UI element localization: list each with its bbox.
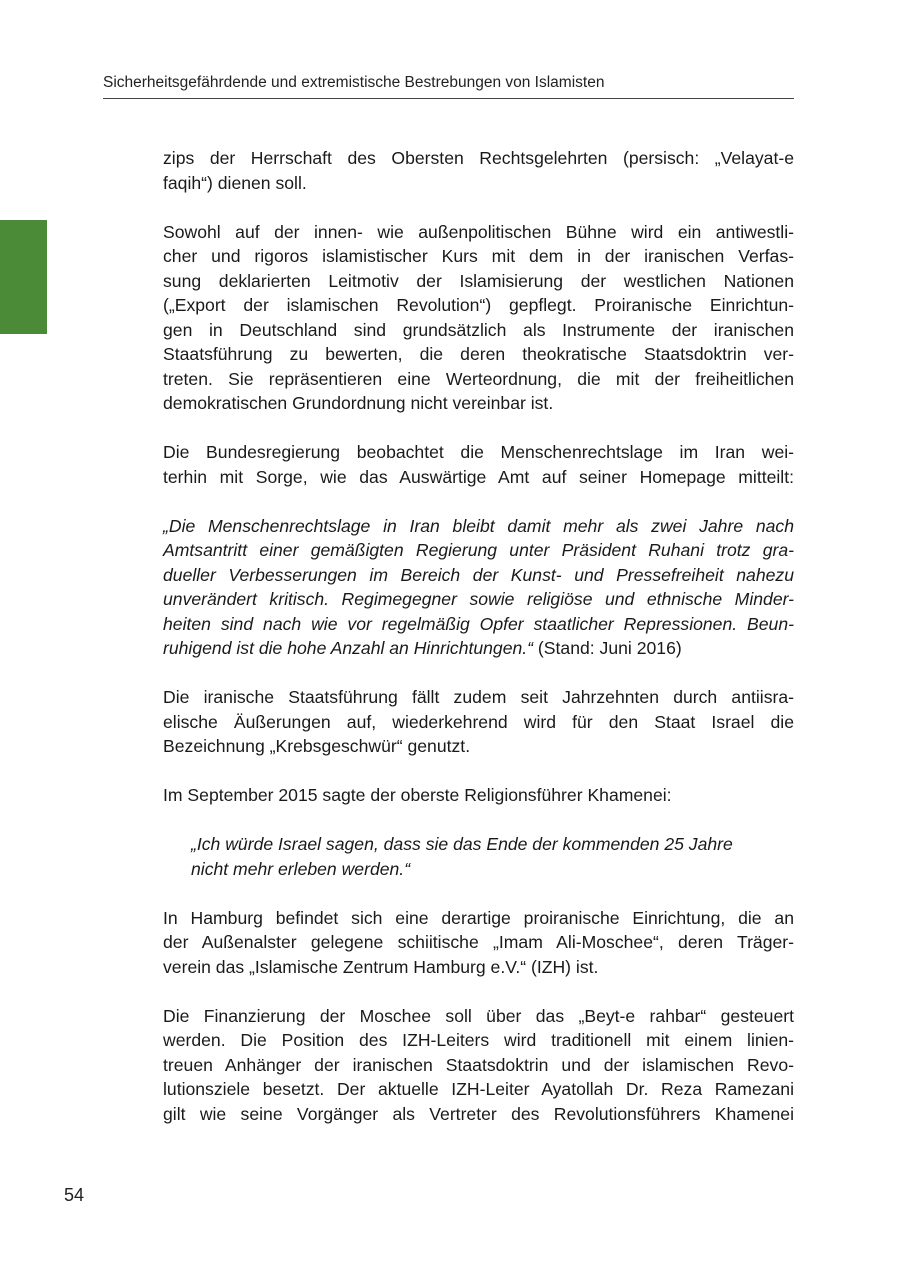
text-line: („Export der islamischen Revolution“) gepflegt. Proiranische Einrichtun- [163, 295, 794, 315]
paragraph-5 [163, 783, 794, 808]
text-line: Sowohl auf der innen- wie außenpolitischen Bühne wird ein antiwestli- [163, 221, 794, 242]
quote-line: dueller Verbesserungen im Bereich der Kunst- und Pressefreiheit nahezu [163, 564, 794, 585]
quoted-statement [163, 514, 794, 661]
quote-source: (Stand: Juni 2016) [533, 638, 682, 658]
text-line: treten. Sie repräsentieren eine Werteordnung, die mit der freiheitlichen [163, 368, 794, 389]
quote-line: ruhigend ist die hohe Anzahl an Hinrichtungen.“ [163, 638, 534, 658]
text-line: Die iranische Staatsführung fällt zudem seit Jahrzehnten durch antiisra- [163, 687, 794, 707]
text-line: Staatsführung zu bewerten, die deren theokratische Staatsdoktrin ver- [163, 344, 794, 364]
text-line: Die Finanzierung der Moschee soll über das „Beyt-e rahbar“ gesteuert [163, 1005, 794, 1026]
quote-line: unverändert kritisch. Regimegegner sowie religiöse und ethnische Minder- [163, 589, 794, 609]
text-line: der Außenalster gelegene schiitische „Imam Ali-Moschee“, deren Träger- [163, 932, 794, 952]
text-line: Die Bundesregierung beobachtet die Menschenrechtslage im Iran wei- [163, 442, 794, 462]
paragraph-1 [163, 146, 794, 195]
paragraph-2 [163, 220, 794, 416]
block-quote [191, 832, 766, 881]
paragraph-3 [163, 440, 794, 489]
text-line: terhin mit Sorge, wie das Auswärtige Amt auf seiner Homepage mitteilt: [163, 466, 794, 487]
quote-line-with-source [163, 636, 794, 661]
text-line: sung deklarierten Leitmotiv der Islamisierung der westlichen Nationen [163, 270, 794, 291]
text-line: In Hamburg befindet sich eine derartige proiranische Einrichtung, die an [163, 907, 794, 928]
page-number: 54 [64, 1185, 85, 1205]
text-line: treuen Anhänger der iranischen Staatsdoktrin und der islamischen Revo- [163, 1054, 794, 1075]
paragraph-7 [163, 1004, 794, 1127]
text-line: zips der Herrschaft des Obersten Rechtsgelehrten (persisch: „Velayat-e [163, 148, 794, 168]
chapter-side-tab [0, 220, 47, 334]
text-line: demokratischen Grundordnung nicht vereinbar ist. [163, 393, 554, 413]
paragraph-4 [163, 685, 794, 759]
quote-line: nicht mehr erleben werden.“ [191, 858, 411, 879]
header-rule [103, 98, 794, 99]
paragraph-6 [163, 906, 794, 980]
text-line: Bezeichnung „Krebsgeschwür“ genutzt. [163, 736, 471, 756]
running-header: Sicherheitsgefährdende und extremistische Bestrebungen von Islamisten [103, 74, 605, 91]
quote-line: „Ich würde Israel sagen, dass sie das Ende der kommenden 25 Jahre [191, 834, 733, 854]
text-line: faqih“) dienen soll. [163, 172, 307, 193]
text-line: gen in Deutschland sind grundsätzlich als Instrumente der iranischen [163, 319, 794, 340]
text-line: verein das „Islamische Zentrum Hamburg e.V.“ (IZH) ist. [163, 956, 599, 977]
quote-line: heiten sind nach wie vor regelmäßig Opfer staatlicher Repressionen. Beun- [163, 613, 794, 634]
quote-line: Amtsantritt einer gemäßigten Regierung unter Präsident Ruhani trotz gra- [163, 540, 794, 560]
text-line: cher und rigoros islamistischer Kurs mit dem in der iranischen Verfas- [163, 246, 794, 266]
text-line: gilt wie seine Vorgänger als Vertreter des Revolutionsführers Khamenei [163, 1103, 794, 1124]
text-line: lutionsziele besetzt. Der aktuelle IZH-Leiter Ayatollah Dr. Reza Ramezani [163, 1079, 794, 1099]
text-line: werden. Die Position des IZH-Leiters wird traditionell mit einem linien- [163, 1030, 794, 1050]
quote-line: „Die Menschenrechtslage in Iran bleibt damit mehr als zwei Jahre nach [163, 515, 794, 536]
text-line: Im September 2015 sagte der oberste Religionsführer Khamenei: [163, 785, 672, 805]
body-text [163, 146, 794, 1151]
text-line: elische Äußerungen auf, wiederkehrend wird für den Staat Israel die [163, 711, 794, 732]
